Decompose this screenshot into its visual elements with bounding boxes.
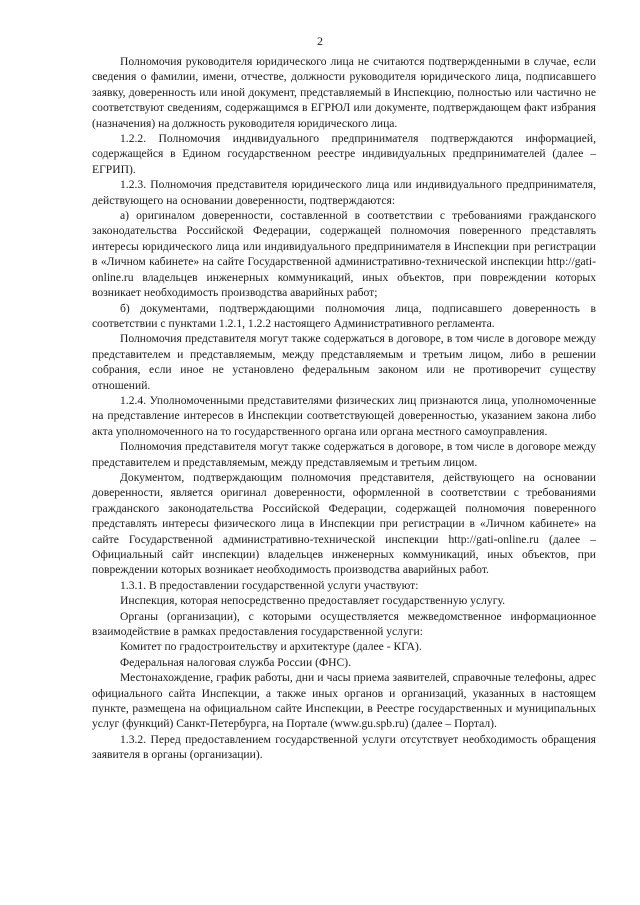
- paragraph: а) оригиналом доверенности, составленной в соответствии с требованиями гражданского законодательства Российской Федерации, содержащей полномочия поверенного представлять интересы юридического лица или индивидуального предпринимателя в Инспекции при регистрации в «Личном кабинете» на сайте Государственной административно-технической инспекции http://gati-online.ru владельцев инженерных коммуникаций, иных объектов, при повреждении которых возникает необходимость производства аварийных работ;: [92, 209, 596, 300]
- paragraph: Документом, подтверждающим полномочия представителя, действующего на основании доверенности, является оригинал доверенности, оформленной в соответствии с требованиями гражданского законодательства Российской Федерации, содержащей полномочия поверенного представлять интересы физического лица в Инспекции при регистрации в «Личном кабинете» на сайте Государственной административно-технической инспекции http://gati-online.ru (далее – Официальный сайт инспекции) владельцев инженерных коммуникаций, иных объектов, при повреждении которых возникает необходимость производства аварийных работ.: [92, 470, 596, 577]
- paragraph: Федеральная налоговая служба России (ФНС).: [120, 655, 351, 669]
- paragraph: 1.2.3. Полномочия представителя юридического лица или индивидуального предпринимателя, действующего на основании доверенности, подтверждаются:: [92, 178, 596, 207]
- paragraph: 1.3.1. В предоставлении государственной услуги участвуют:: [120, 578, 419, 592]
- paragraph: Органы (организации), с которыми осуществляется межведомственное информационное взаимодействие в рамках предоставления государственной услуги:: [92, 609, 596, 639]
- paragraph: Местонахождение, график работы, дни и часы приема заявителей, справочные телефоны, адрес официального сайта Инспекции, а также иных органов и организаций, указанных в настоящем пункте, размещена на официальном сайте Инспекции, в Реестре государственных и муниципальных услуг (функций) Санкт-Петербурга, на Портале (www.gu.spb.ru) (далее – Портал).: [92, 671, 596, 731]
- paragraph: Полномочия представителя могут также содержаться в договоре, в том числе в договоре между представителем и представляемым, между представляемым и третьим лицом.: [92, 440, 596, 469]
- paragraph: Полномочия руководителя юридического лица не считаются подтвержденными в случае, если сведения о фамилии, имени, отчестве, должности руководителя юридического лица, подписавшего заявку, доверенность или иной документ, представляемый в Инспекцию, полностью или частично не соответствуют сведениям, содержащимся в ЕГРЮЛ или документе, подтверждающем факт избрания (назначения) на должность руководителя юридического лица.: [92, 55, 596, 130]
- page-number: 2: [317, 34, 323, 48]
- paragraph: Инспекция, которая непосредственно предоставляет государственную услугу.: [120, 594, 505, 608]
- paragraph: Комитет по градостроительству и архитектуре (далее - КГА).: [120, 640, 422, 654]
- paragraph: б) документами, подтверждающими полномочия лица, подписавшего доверенность в соответствии с пунктами 1.2.1, 1.2.2 настоящего Административного регламента.: [92, 301, 596, 330]
- paragraph: 1.2.4. Уполномоченными представителями физических лиц признаются лица, уполномоченные на представление интересов в Инспекции соответствующей доверенностью, указанием закона либо акта уполномоченного на то государственного органа или органа местного самоуправления.: [92, 393, 596, 438]
- paragraph: Полномочия представителя могут также содержаться в договоре, в том числе в договоре между представителем и представляемым, между представляемым и третьим лицом, либо в решении собрания, если иное не установлено федеральным законом или не противоречит существу отношений.: [92, 332, 596, 392]
- paragraph: 1.2.2. Полномочия индивидуального предпринимателя подтверждаются информацией, содержащейся в Едином государственном реестре индивидуальных предпринимателей (далее – ЕГРИП).: [92, 132, 596, 176]
- paragraph: 1.3.2. Перед предоставлением государственной услуги отсутствует необходимость обращения заявителя в органы (организации).: [92, 732, 596, 762]
